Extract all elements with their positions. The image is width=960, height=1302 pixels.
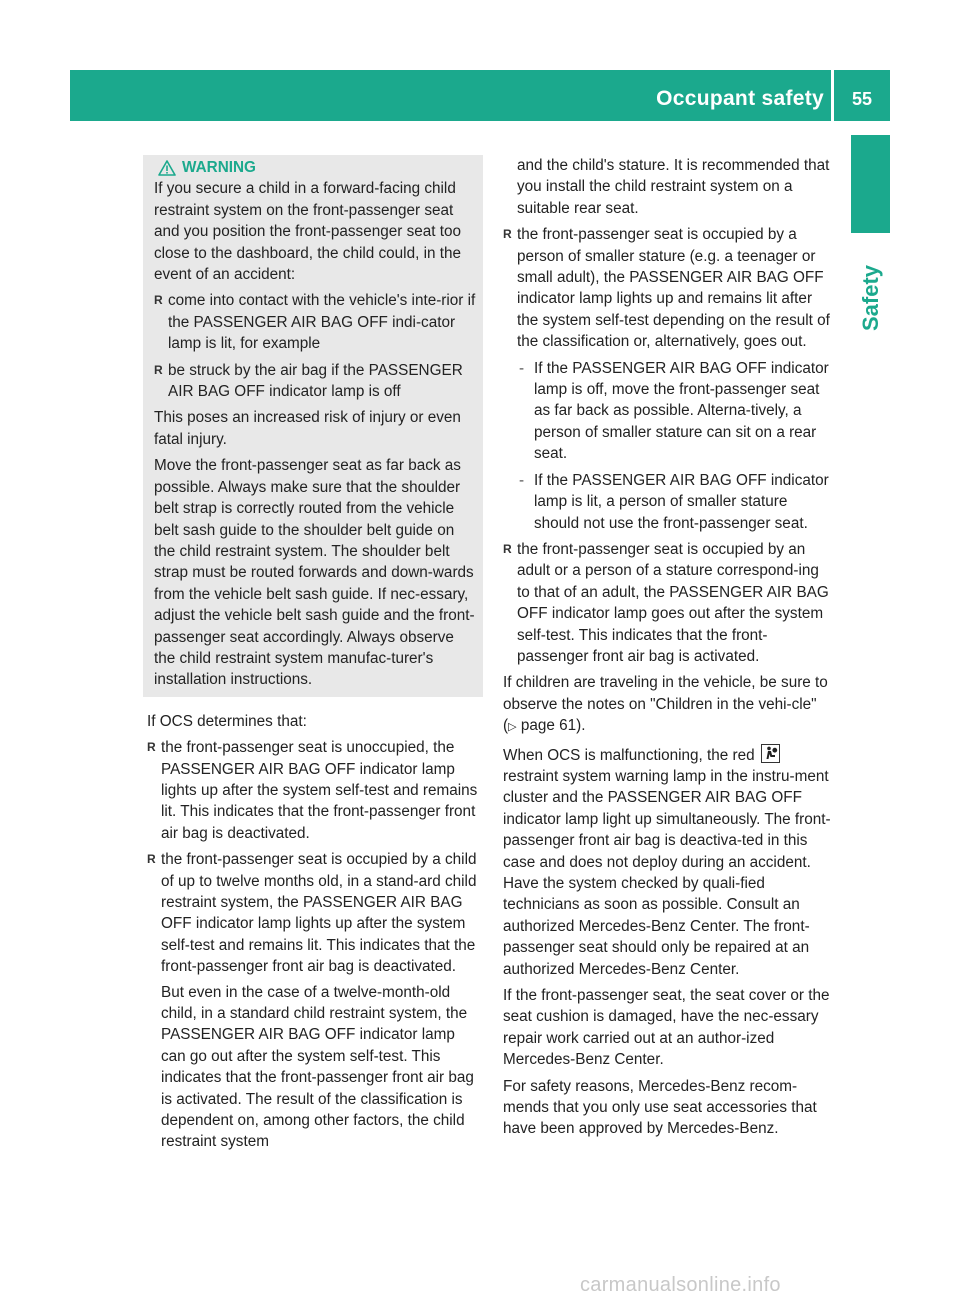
warning-bullet-2: R be struck by the air bag if the PASSENGER AIR BAG OFF indicator lamp is off (154, 360, 479, 403)
section-tab-label: Safety (857, 264, 883, 332)
warning-title: WARNING (182, 159, 256, 176)
warning-risk-text: This poses an increased risk of injury or even fatal injury. (154, 409, 461, 448)
dash-item-lamp-lit: - If the PASSENGER AIR BAG OFF indicator lamp is lit, a person of smaller stature should not use the front-passenger seat. (517, 470, 834, 534)
malfunction-text-start: When OCS is malfunctioning, the red (503, 746, 755, 764)
airbag-warning-lamp-icon (761, 744, 780, 763)
page-reference-link[interactable]: page 61). (516, 717, 586, 735)
children-note (503, 672, 834, 738)
warning-box (143, 155, 483, 697)
ocs-bullet-unoccupied: R the front-passenger seat is unoccupied, the PASSENGER AIR BAG OFF indicator lamp lights up after the system self-test and remains lit. This indicates that the front-passenger front air bag is deactivated. (147, 737, 480, 844)
left-column (147, 155, 480, 1158)
ocs-bullet-child-text: the front-passenger seat is occupied by a child of up to twelve months old, in a stand-ard child restraint system, the PASSENGER AIR BAG OFF indicator lamp lights up after the system self-test and remains lit. This indicates that the front-passenger front air bag is deactivated. (161, 851, 477, 976)
children-note-text: If children are traveling in the vehicle, be sure to observe the notes on "Children in the vehi-cle" ( (503, 674, 828, 735)
watermark: carmanualsonline.info (580, 1274, 781, 1296)
header-bar (70, 70, 890, 121)
warning-bullet-1: R come into contact with the vehicle's inte-rior if the PASSENGER AIR BAG OFF indi-cator lamp is lit, for example (154, 290, 479, 354)
ocs-bullet-small-stature: R the front-passenger seat is occupied by a person of smaller stature (e.g. a teenager or small adult), the PASSENGER AIR BAG OFF indicator lamp lights up and remains lit after the system self-test depending on the result of the classification or, alternatively, goes out. (503, 224, 834, 352)
ocs-intro: If OCS determines that: (147, 712, 307, 730)
damage-note: If the front-passenger seat, the seat cover or the seat cushion is damaged, have the nec-essary repair work carried out at an author-ized Mercedes-Benz Center. (503, 987, 830, 1069)
section-tab (851, 238, 890, 358)
right-column (503, 155, 834, 1145)
continuation-text: and the child's stature. It is recommended that you install the child restraint system on a suitable rear seat. (517, 157, 830, 217)
ocs-bullet-adult: R the front-passenger seat is occupied by an adult or a person of a stature correspond-ing to that of an adult, the PASSENGER AIR BAG OFF indicator lamp goes out after the system self-test. This indicates that the front-passenger front air bag is activated. (503, 539, 834, 667)
ocs-bullet-child (147, 849, 480, 1153)
page-ref-arrow-icon: ▷ (508, 721, 517, 734)
malfunction-text-end: restraint system warning lamp in the instru-ment cluster and the PASSENGER AIR BAG OFF indicator lamp light up simultaneously. The front-passenger front air bag is deactiva-ted in this case and does not deploy during an accident. Have the system checked by quali-fied technicians as soon as possible. Consult an authorized Mercedes-Benz Center. The front-passenger seat should only be repaired at an authorized Mercedes-Benz Center. (503, 767, 831, 978)
warning-heading (158, 157, 479, 178)
warning-triangle-icon (158, 160, 176, 176)
warning-intro: If you secure a child in a forward-facing child restraint system on the front-passenger seat and you position the front-passenger seat too close to the dashboard, the child could, in the event of an accident: (154, 180, 461, 284)
page-number: 55 (851, 89, 873, 109)
ocs-bullet-child-subtext: But even in the case of a twelve-month-old child, in a standard child restraint system, the PASSENGER AIR BAG OFF indicator lamp can go out after the system self-test. This indicates that the front-passenger front air bag is activated. The result of the classification is dependent on, among other factors, the child restraint system (161, 983, 474, 1151)
dash-item-lamp-off: - If the PASSENGER AIR BAG OFF indicator lamp is off, move the front-passenger seat as far back as possible. Alterna-tively, a person of smaller stature can sit on a rear seat. (517, 358, 834, 465)
malfunction-note (503, 744, 834, 980)
section-tab-marker (851, 135, 890, 233)
warning-instructions: Move the front-passenger seat as far back as possible. Always make sure that the shoulder belt strap is correctly routed from the vehicle belt sash guide to the shoulder belt guide on the child restraint system. The shoulder belt strap must be routed forwards and down-wards from the vehicle belt sash guide. If nec-essary, adjust the vehicle belt sash guide and the front-passenger seat accordingly. Always observe the child restraint system manufac-turer's installation instructions. (154, 457, 475, 689)
accessories-note: For safety reasons, Mercedes-Benz recom-mends that you only use seat accessories that have been approved by Mercedes-Benz. (503, 1077, 817, 1138)
page-title: Occupant safety (656, 87, 824, 110)
